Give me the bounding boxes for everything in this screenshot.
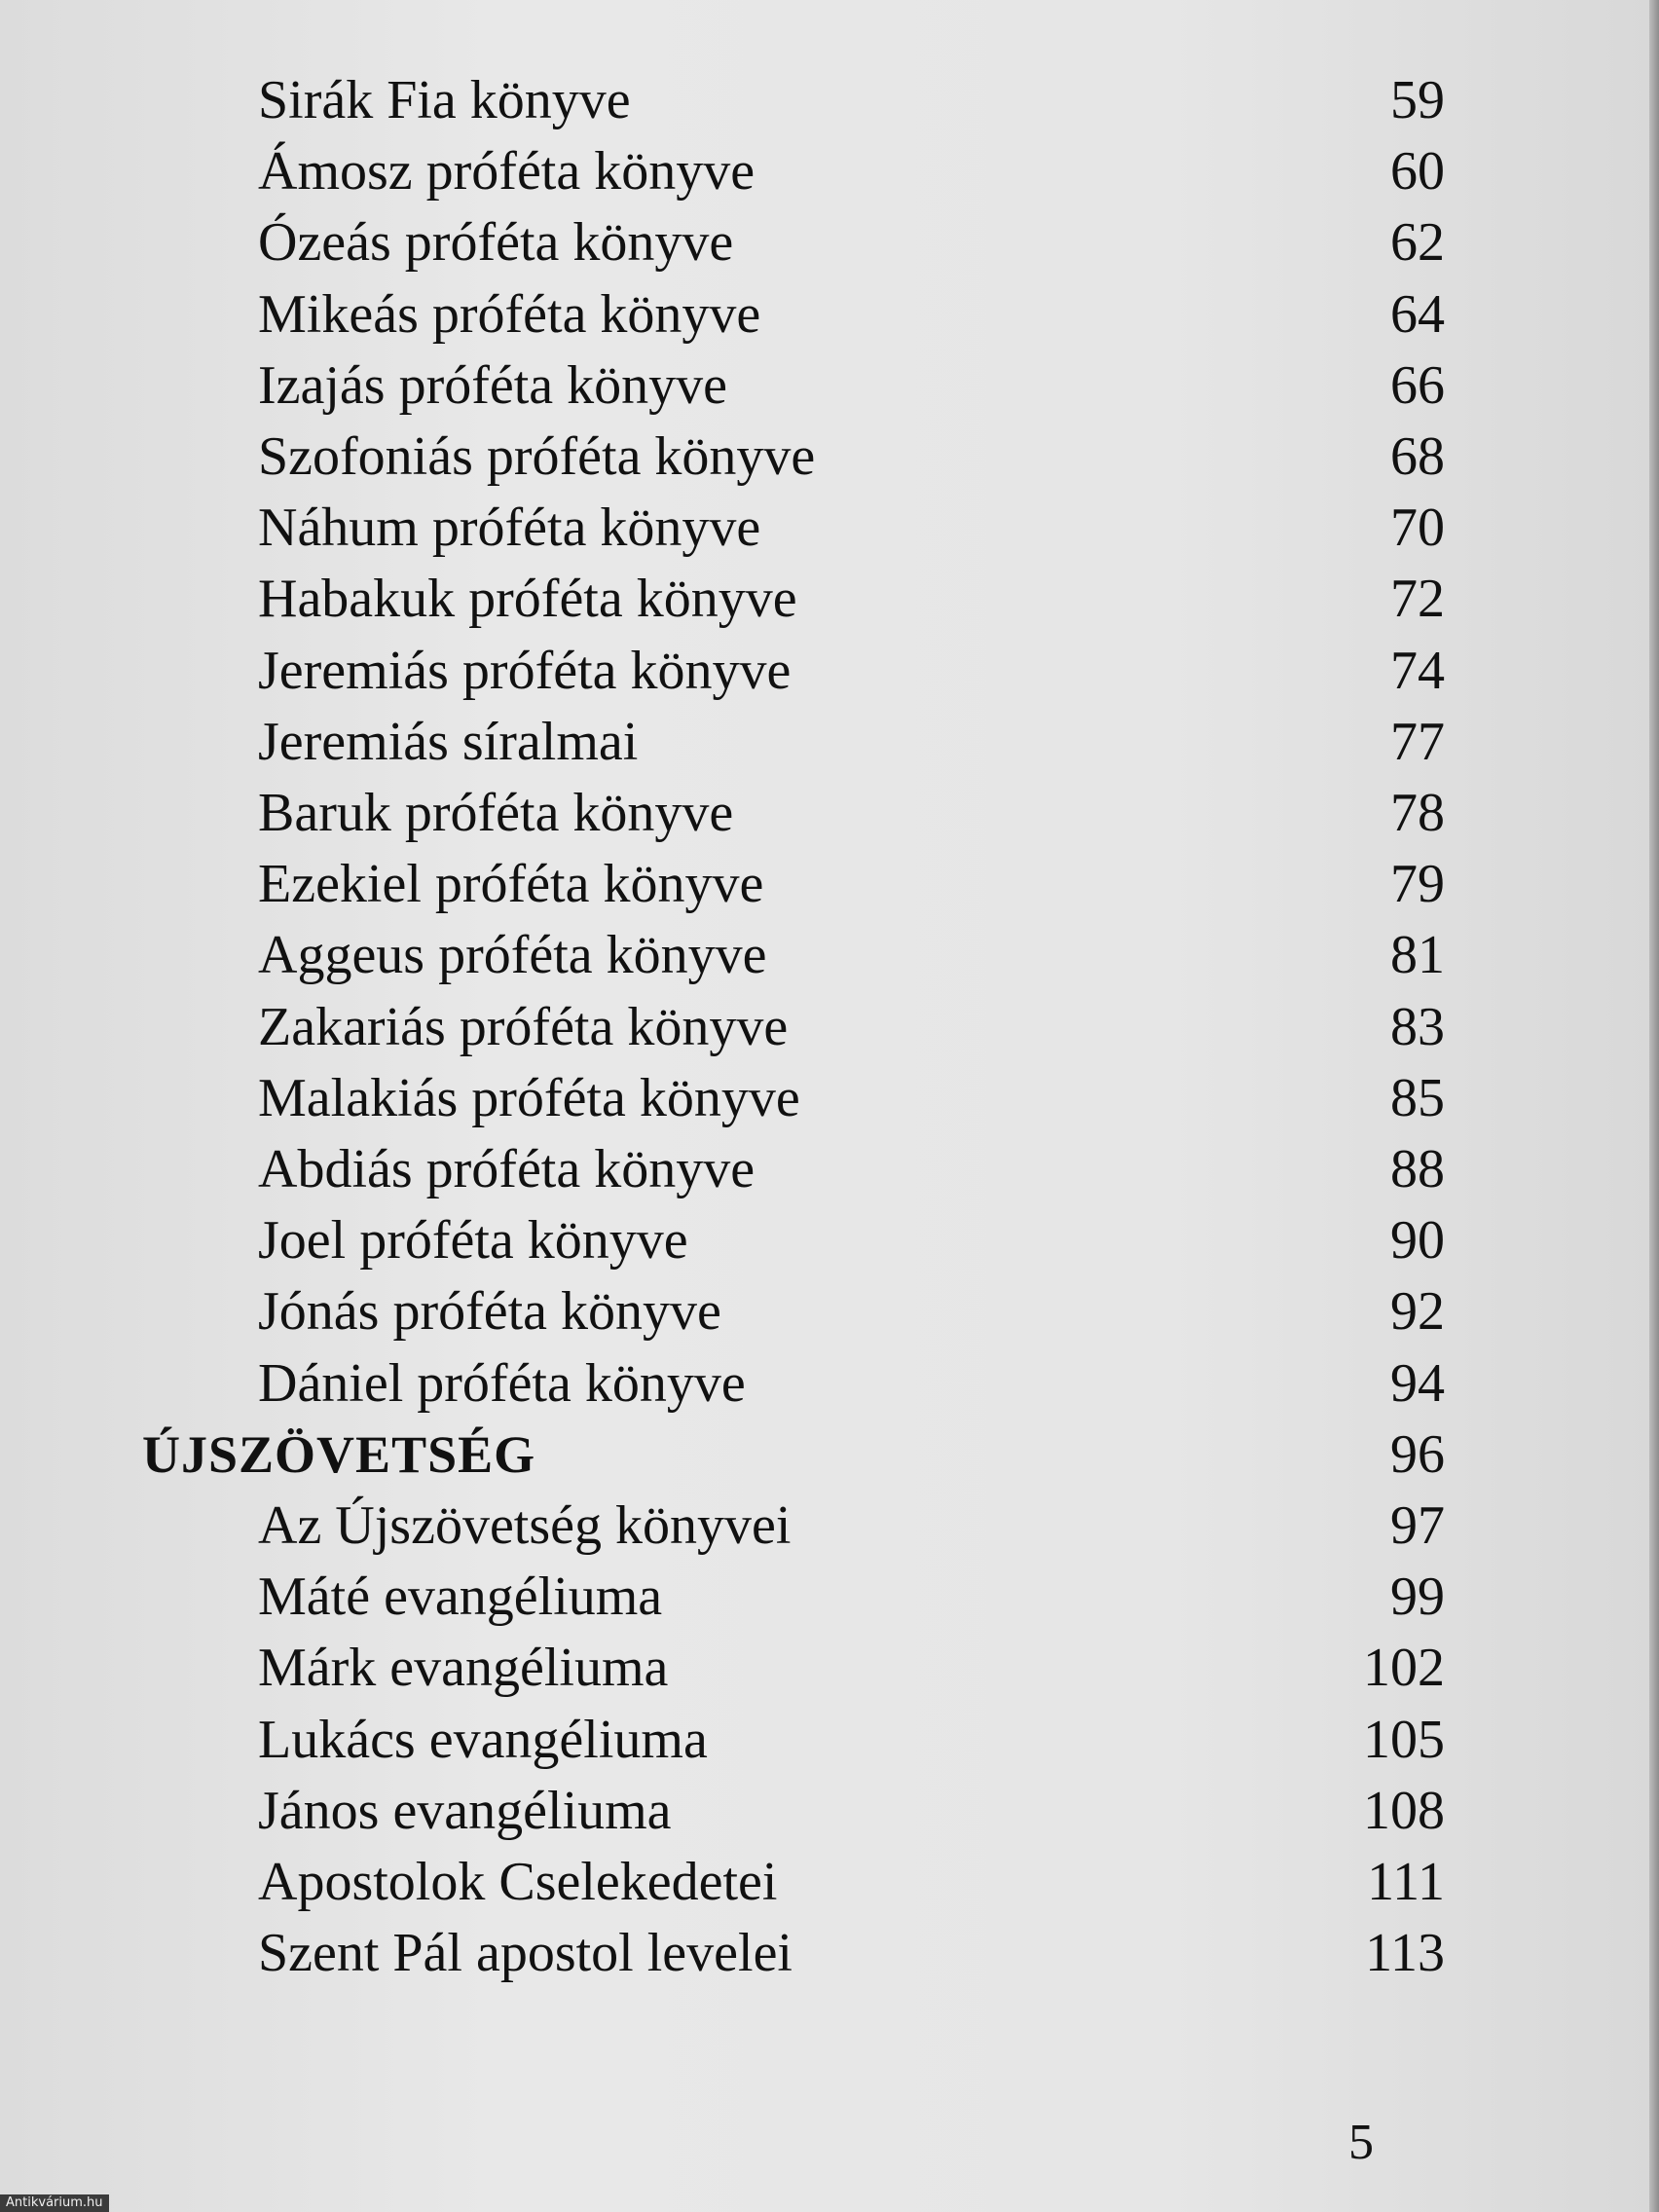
toc-entry-title: Lukács evangéliuma [258,1709,708,1770]
toc-entry-page: 99 [1390,1567,1445,1628]
toc-entry-page: 90 [1390,1210,1445,1272]
toc-entry [0,1062,1659,1134]
toc-entry-page: 97 [1390,1495,1445,1556]
toc-entry [0,1347,1659,1419]
toc-entry-title: Zakariás próféta könyve [258,996,789,1057]
toc-entry-page: 94 [1390,1352,1445,1414]
toc-entry-title: Ámosz próféta könyve [258,141,756,203]
toc-entry-page: 111 [1367,1852,1445,1912]
toc-entry-title: Náhum próféta könyve [258,498,761,559]
toc-entry-page: 66 [1390,354,1445,416]
toc-entry-title: Izajás próféta könyve [258,354,727,416]
toc-entry-title: Sirák Fia könyve [258,70,631,130]
toc-entry [0,1632,1659,1704]
toc-entry-title: Máté evangéliuma [258,1567,663,1628]
toc-entry [0,563,1659,635]
toc-entry-title: Joel próféta könyve [258,1210,688,1272]
toc-entry [0,421,1659,493]
toc-entry-title: Szent Pál apostol levelei [258,1923,793,1984]
toc-entry-title: Jónás próféta könyve [258,1281,721,1343]
toc-entry-title: Ezekiel próféta könyve [258,854,764,915]
toc-entry [0,919,1659,991]
toc-entry-title: ÚJSZÖVETSÉG [142,1424,536,1484]
toc-entry [0,635,1659,707]
watermark-logo: Antikvárium.hu [0,2194,109,2212]
toc-entry [0,848,1659,920]
toc-entry [0,350,1659,422]
toc-entry-page: 96 [1390,1423,1445,1485]
toc-entry-page: 102 [1363,1638,1445,1699]
toc-entry-title: Szofoniás próféta könyve [258,426,816,487]
toc-entry [0,492,1659,564]
toc-entry-title: Apostolok Cselekedetei [258,1852,778,1912]
page-number: 5 [1348,2115,1374,2170]
toc-entry-page: 108 [1363,1780,1445,1841]
toc-entry-title: János evangéliuma [258,1780,672,1841]
toc-entry-title: Ózeás próféta könyve [258,212,734,274]
toc-entry-page: 77 [1390,711,1445,772]
toc-entry [0,1775,1659,1847]
toc-entry-page: 70 [1390,498,1445,559]
toc-entry-title: Habakuk próféta könyve [258,569,797,630]
toc-entry [0,777,1659,849]
toc-entry-title: Aggeus próféta könyve [258,925,767,986]
toc-entry-title: Malakiás próféta könyve [258,1067,800,1128]
toc-entry [0,1204,1659,1276]
toc-entry-page: 105 [1363,1709,1445,1770]
toc-entry-page: 88 [1390,1139,1445,1199]
toc-entry-title: Jeremiás próféta könyve [258,640,792,701]
toc-entry-title: Jeremiás síralmai [258,711,639,772]
toc-entry-page: 79 [1390,854,1445,915]
toc-entry-page: 59 [1390,70,1445,130]
toc-entry-page: 72 [1390,569,1445,630]
toc-entry-page: 62 [1390,212,1445,274]
toc-entry [0,135,1659,207]
toc-entry [0,706,1659,778]
toc-entry-title: Márk evangéliuma [258,1638,669,1699]
toc-entry-title: Abdiás próféta könyve [258,1139,756,1199]
toc-entry-page: 60 [1390,141,1445,203]
toc-entry [0,991,1659,1063]
toc-entry [0,1846,1659,1918]
toc-entry-page: 68 [1390,426,1445,487]
toc-entry [0,206,1659,278]
toc-entry [0,1917,1659,1989]
toc-entry [0,1704,1659,1776]
toc-entry [0,1561,1659,1633]
toc-entry-page: 78 [1390,783,1445,843]
toc-entry-page: 74 [1390,640,1445,701]
toc-entry-title: Az Újszövetség könyvei [258,1495,792,1556]
toc-entry-page: 81 [1390,925,1445,986]
toc-entry-page: 92 [1390,1281,1445,1343]
toc-entry-page: 64 [1390,283,1445,345]
toc-entry [0,1133,1659,1205]
toc-entry-page: 113 [1365,1923,1445,1984]
toc-entry-page: 85 [1390,1067,1445,1128]
toc-entry-page: 83 [1390,996,1445,1057]
toc-entry [0,1275,1659,1347]
toc-entry [0,64,1659,136]
toc-entry-title: Baruk próféta könyve [258,783,734,843]
toc-entry [0,278,1659,350]
toc-section-heading [0,1419,1659,1491]
toc-entry-title: Mikeás próféta könyve [258,283,761,345]
toc-entry-title: Dániel próféta könyve [258,1352,746,1414]
toc-entry [0,1490,1659,1562]
